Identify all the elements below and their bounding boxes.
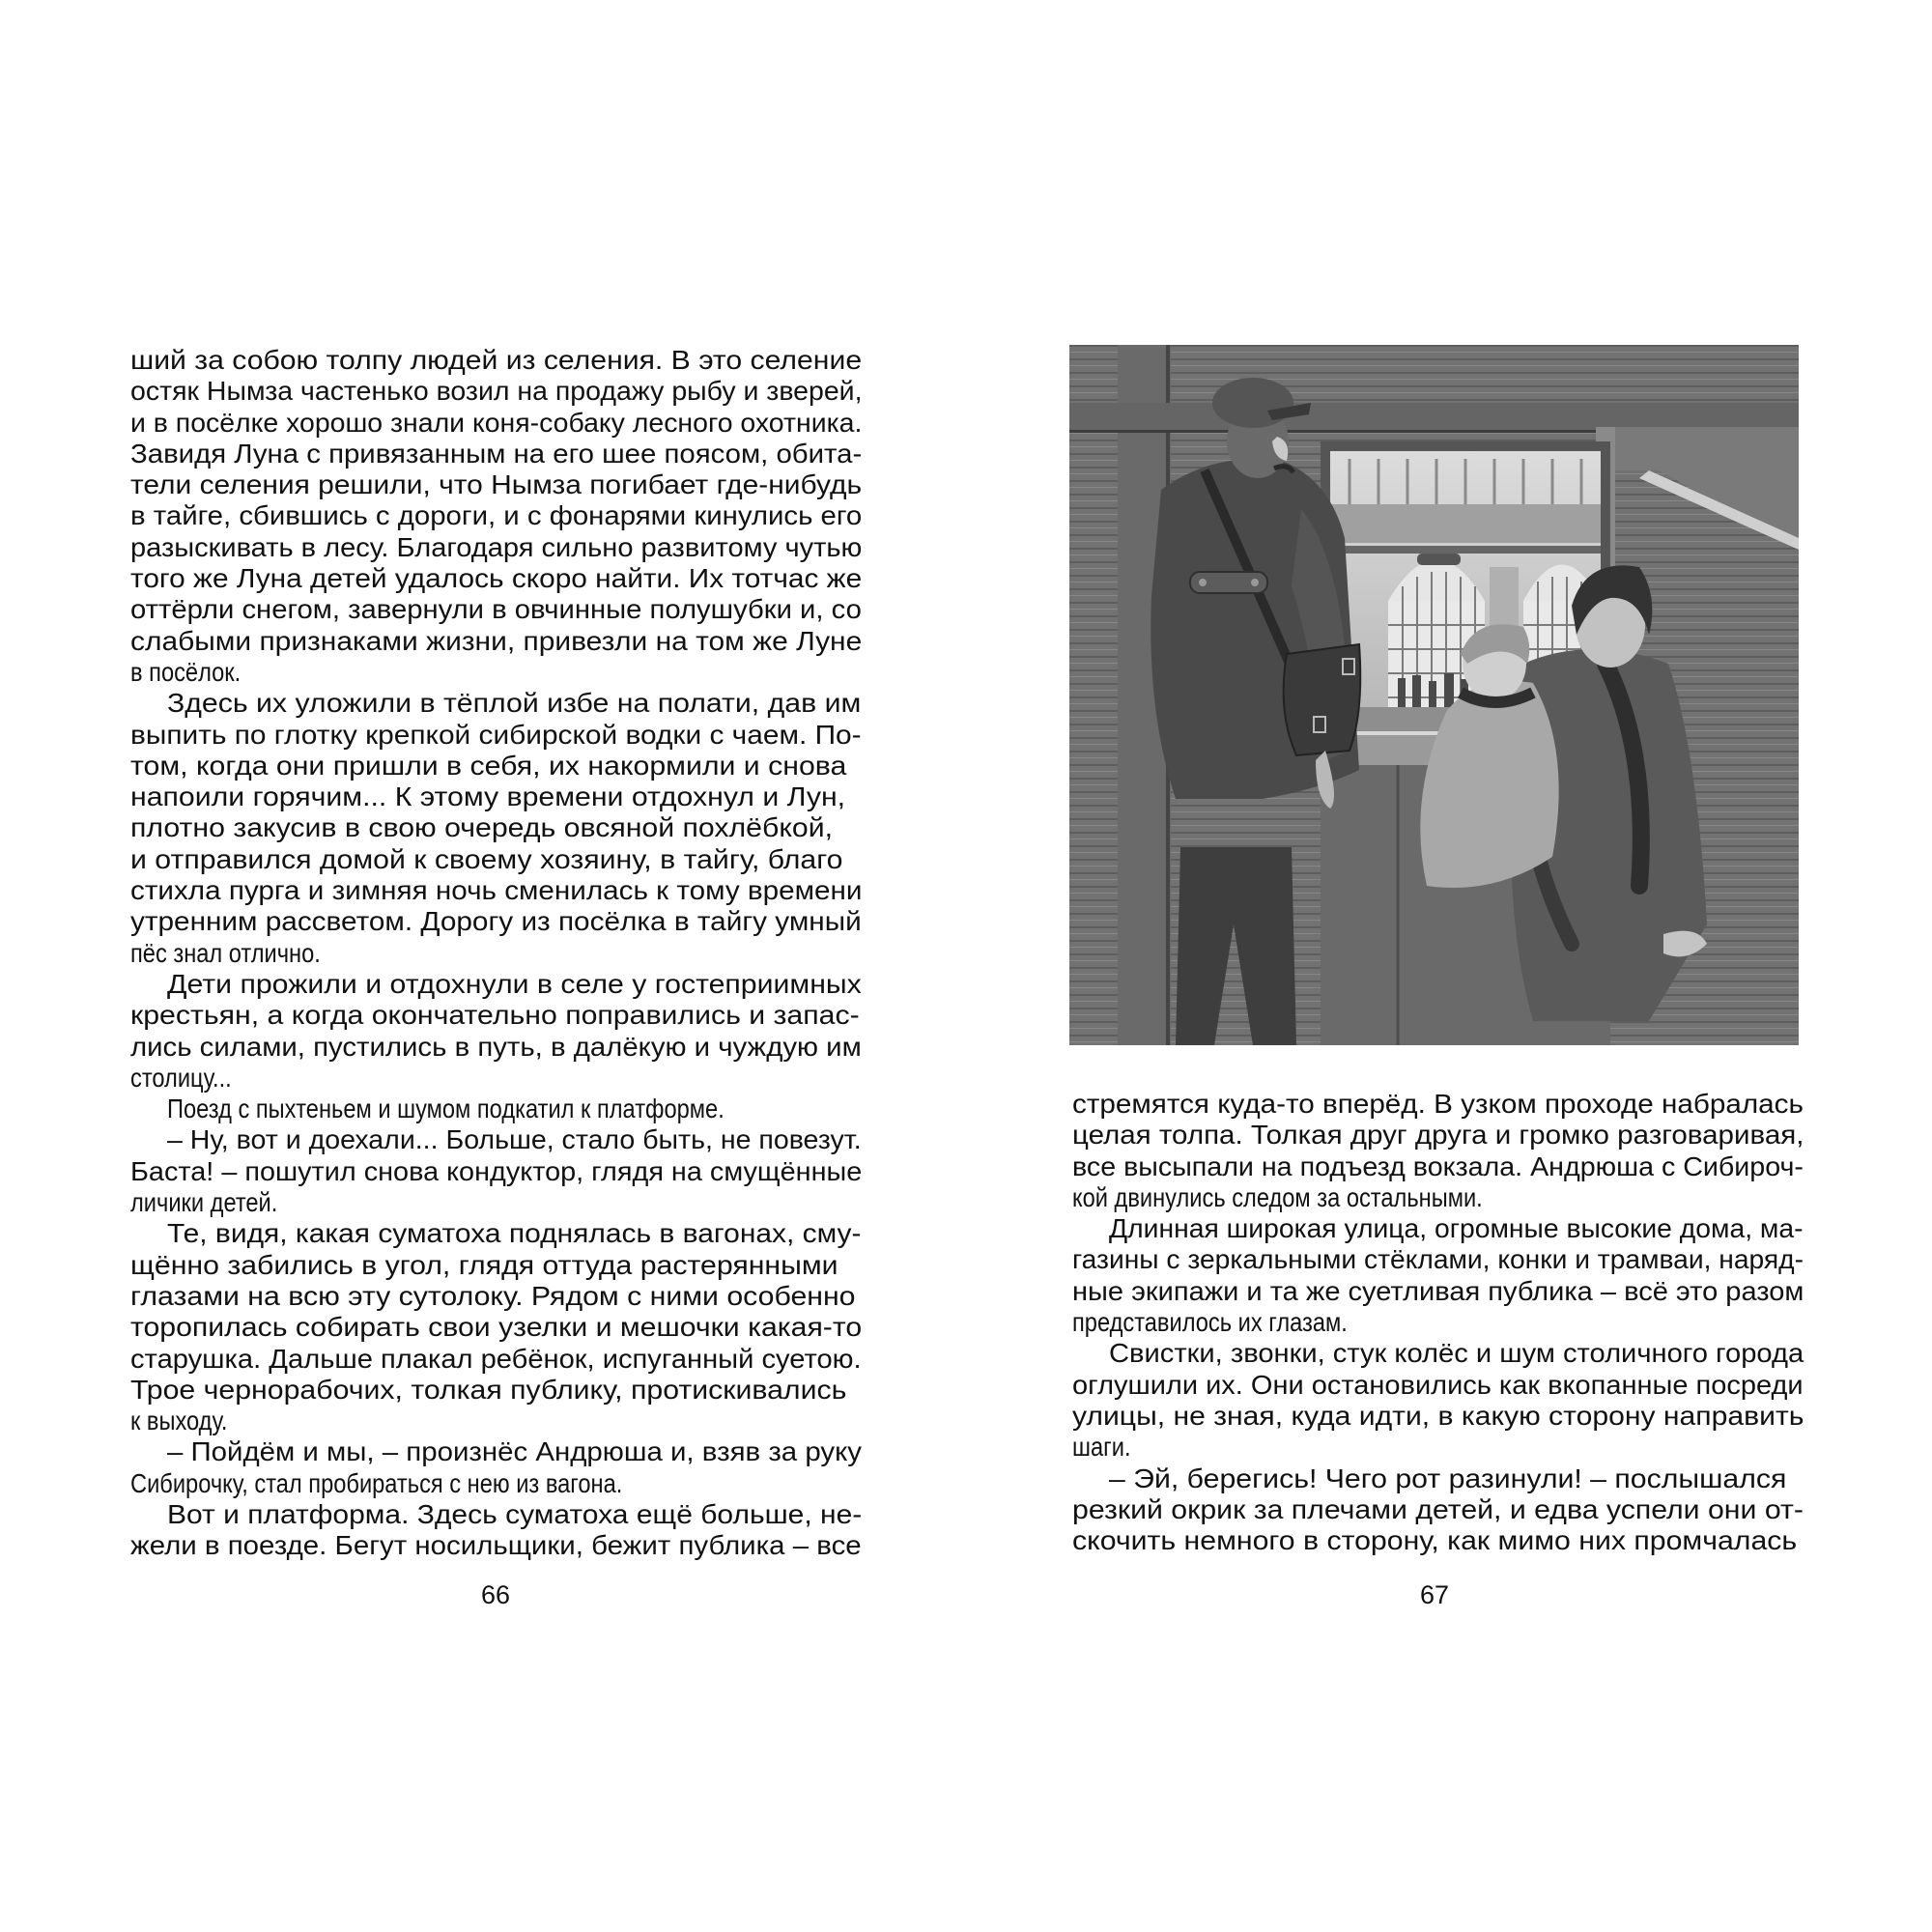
text-line: к выходу. xyxy=(130,1406,228,1436)
text-line: скочить немного в сторону, как мимо них промчалась xyxy=(1072,1525,1798,1556)
text-line: того же Луна детей удалось скоро найти. Их тотчас же xyxy=(130,563,863,594)
text-line: Завидя Луна с привязанным на его шее поясом, обита- xyxy=(130,438,863,469)
text-line: торопилась собирать свои узелки и мешочки какая-то xyxy=(130,1312,863,1343)
text-line: тели селения решили, что Нымза погибает где-нибудь xyxy=(130,469,863,500)
text-line: шаги. xyxy=(1072,1432,1131,1463)
text-line: Длинная широкая улица, огромные высокие дома, ма- xyxy=(1109,1213,1804,1244)
text-line: ные экипажи и та же суетливая публика – всё это разом xyxy=(1072,1275,1804,1306)
text-line: слабыми признаками жизни, привезли на том же Луне xyxy=(130,625,863,656)
text-line: пёс знал отлично. xyxy=(130,937,321,968)
text-line: утренним рассветом. Дорогу из посёлка в тайгу умный xyxy=(130,906,862,937)
text-line: выпить по глотку крепкой сибирской водки с чаем. По- xyxy=(130,719,862,750)
text-line: Здесь их уложили в тёплой избе на полати, дав им xyxy=(167,688,862,719)
left-page-text xyxy=(130,345,862,1562)
text-line: остяк Нымза частенько возил на продажу рыбу и зверей, xyxy=(130,376,863,407)
text-line: – Ну, вот и доехали... Больше, стало быть, не повезут. xyxy=(167,1124,862,1155)
text-line: кой двинулись следом за остальными. xyxy=(1072,1181,1483,1212)
text-line: ший за собою толпу людей из селения. В это селение xyxy=(130,345,863,375)
text-line: Трое чернорабочих, толкая публику, протискивались xyxy=(130,1374,847,1405)
text-line: стремятся куда-то вперёд. В узком проходе набралась xyxy=(1072,1089,1804,1119)
text-line: представилось их глазам. xyxy=(1072,1307,1348,1338)
text-line: оттёрли снегом, завернули в овчинные полушубки и, со xyxy=(130,594,862,625)
text-line: жели в поезде. Бегут носильщики, бежит публика – все xyxy=(130,1530,862,1561)
text-line: лись силами, пустились в путь, в далёкую и чуждую им xyxy=(130,1031,862,1062)
text-line: газины с зеркальными стёклами, конки и трамваи, наряд- xyxy=(1072,1244,1804,1275)
text-line: том, когда они пришли в себя, их накормили и снова xyxy=(130,750,847,781)
text-line: личики детей. xyxy=(130,1187,278,1218)
text-line: щённо забились в угол, глядя оттуда растерянными xyxy=(130,1249,838,1280)
text-line: все высыпали на подъезд вокзала. Андрюша с Сибироч- xyxy=(1072,1151,1804,1181)
text-line: и отправился домой к своему хозяину, в тайгу, благо xyxy=(130,843,843,874)
text-line: Баста! – пошутил снова кондуктор, глядя на смущённые xyxy=(130,1155,863,1186)
text-line: и в посёлке хорошо знали коня-собаку лесного охотника. xyxy=(130,407,863,438)
right-page-text xyxy=(1072,1089,1804,1556)
text-line: в тайге, сбившись с дороги, и с фонарями кинулись его xyxy=(130,500,863,531)
text-line: стихла пурга и зимняя ночь сменилась к тому времени xyxy=(130,875,863,906)
text-line: глазами на всю эту сутолоку. Рядом с ними особенно xyxy=(130,1280,856,1311)
text-line: в посёлок. xyxy=(130,656,242,687)
text-line: столицу... xyxy=(130,1062,232,1093)
text-line: Поезд с пыхтеньем и шумом подкатил к платформе. xyxy=(167,1094,724,1124)
text-line: Вот и платформа. Здесь суматоха ещё больше, не- xyxy=(167,1498,863,1529)
page-number-left: 66 xyxy=(480,1580,511,1609)
text-line: Сибирочку, стал пробираться с нею из вагона. xyxy=(130,1467,623,1498)
text-line: целая толпа. Толкая друг друга и громко разговаривая, xyxy=(1072,1120,1804,1151)
page-number-right: 67 xyxy=(1419,1580,1450,1609)
text-line: резкий окрик за плечами детей, и едва успели они от- xyxy=(1072,1493,1804,1524)
text-line: разыскивать в лесу. Благодаря сильно развитому чутью xyxy=(130,531,863,562)
illustration xyxy=(1069,345,1799,1045)
train-carriage-illustration xyxy=(1069,345,1799,1045)
text-line: Свистки, звонки, стук колёс и шум столичного города xyxy=(1109,1338,1804,1369)
text-line: оглушили их. Они остановились как вкопанные посреди xyxy=(1072,1369,1804,1400)
text-line: крестьян, а когда окончательно поправились и запас- xyxy=(130,1000,860,1031)
text-line: Дети прожили и отдохнули в селе у гостеприимных xyxy=(167,968,862,999)
text-line: – Пойдём и мы, – произнёс Андрюша и, взяв за руку xyxy=(167,1436,863,1467)
text-line: – Эй, берегись! Чего рот разинули! – послышался xyxy=(1109,1463,1787,1493)
text-line: старушка. Дальше плакал ребёнок, испуганный суетою. xyxy=(130,1343,862,1374)
text-line: напоили горячим... К этому времени отдохнул и Лун, xyxy=(130,781,846,812)
text-line: улицы, не зная, куда идти, в какую сторону направить xyxy=(1072,1400,1804,1431)
text-line: Те, видя, какая суматоха поднялась в вагонах, сму- xyxy=(167,1218,862,1249)
text-line: плотно закусив в свою очередь овсяной похлёбкой, xyxy=(130,812,834,843)
